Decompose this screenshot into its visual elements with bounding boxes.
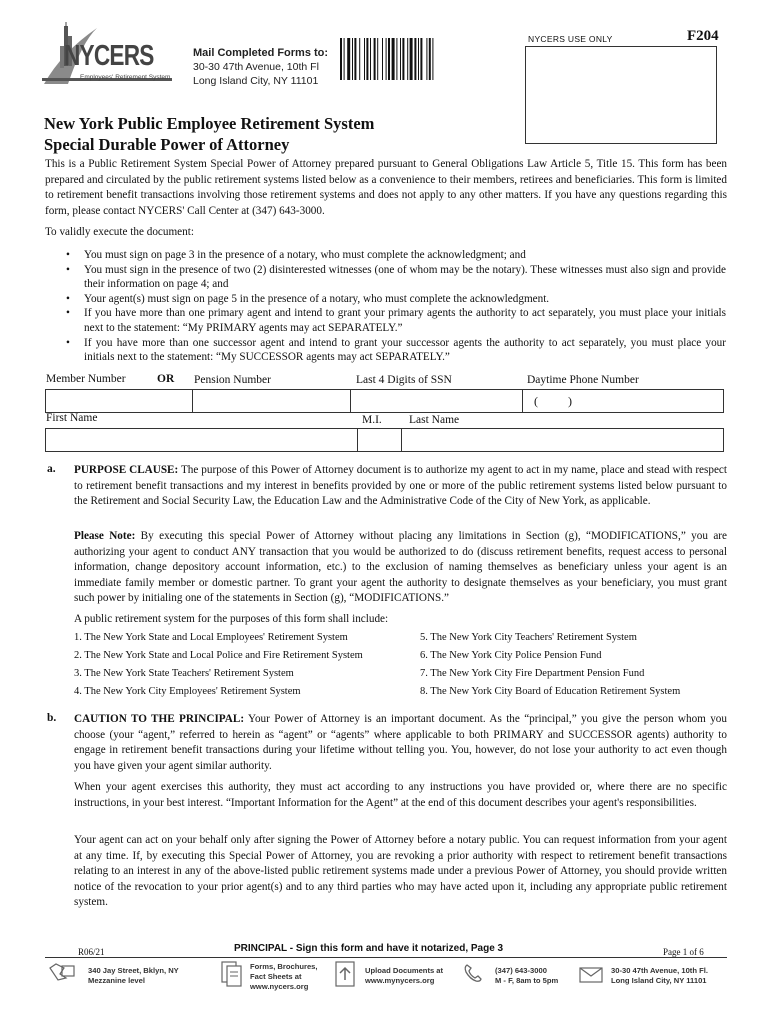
please-note-heading: Please Note: bbox=[74, 530, 136, 542]
list-item: • Your agent(s) must sign on page 5 in the presence of a notary, who must complete the acknowledgment. bbox=[66, 292, 726, 307]
upload-info bbox=[365, 966, 443, 986]
forms-link[interactable]: www.nycers.org bbox=[250, 982, 309, 991]
systems-intro: A public retirement system for the purposes of this form shall include: bbox=[74, 613, 389, 625]
list-item: 6. The New York City Police Pension Fund bbox=[420, 650, 602, 661]
caution-to-principal bbox=[74, 712, 727, 774]
page-title bbox=[44, 113, 374, 155]
list-item: • You must sign on page 3 in the presence of a notary, who must complete the acknowledgment; and bbox=[66, 248, 726, 263]
phone-paren-open: ( bbox=[534, 394, 538, 408]
member-number-field[interactable] bbox=[46, 390, 192, 412]
call-center-hours: M - F, 8am to 5pm bbox=[495, 976, 559, 985]
footer-divider bbox=[45, 957, 727, 958]
last-name-label: Last Name bbox=[409, 414, 460, 426]
walk-in-line-1: 340 Jay Street, Bklyn, NY bbox=[88, 966, 179, 975]
walk-in-address bbox=[88, 966, 179, 986]
nycers-logo bbox=[42, 22, 172, 88]
agent-exercises-paragraph: When your agent exercises this authority, they must act according to any instructions you have provided or, where there are no specific instructions, in your best interest. “Important Information for the Agent” at the end of this document describes your agent's responsibilities. bbox=[74, 781, 727, 809]
last-name-field[interactable] bbox=[401, 429, 725, 451]
form-number: F204 bbox=[687, 28, 719, 44]
list-item: 4. The New York City Employees' Retirement System bbox=[74, 686, 301, 697]
pension-number-field[interactable] bbox=[192, 390, 350, 412]
mi-field[interactable] bbox=[357, 429, 401, 451]
purpose-clause-text: The purpose of this Power of Attorney document is to authorize my agent to act in my name, place and stead with respect to retirement benefit transactions and my interest in benefits provided by one or more of the public retirement systems listed below pursuant to the Retirement and Social Security Law, the Education Law and the Administrative Code of the City of New York, as applicable. bbox=[74, 464, 728, 507]
principal-instruction: PRINCIPAL - Sign this form and have it notarized, Page 3 bbox=[234, 943, 504, 954]
mail-line-2: Long Island City, NY 11101 bbox=[193, 75, 319, 87]
list-item: 2. The New York State and Local Police and Fire Retirement System bbox=[74, 650, 363, 661]
logo-wordmark: NYCERS bbox=[64, 40, 154, 72]
forms-info bbox=[250, 962, 318, 992]
title-line-1: New York Public Employee Retirement System bbox=[44, 114, 375, 133]
list-item: 5. The New York City Teachers' Retirement System bbox=[420, 632, 637, 643]
list-item: 8. The New York City Board of Education Retirement System bbox=[420, 686, 681, 697]
first-name-field[interactable] bbox=[46, 429, 357, 451]
list-item: 3. The New York State Teachers' Retirement System bbox=[74, 668, 294, 679]
phone-icon bbox=[462, 962, 484, 984]
mail-footer-line-1: 30-30 47th Avenue, 10th Fl. bbox=[611, 966, 708, 975]
section-a-letter: a. bbox=[47, 463, 56, 475]
purpose-clause-heading: PURPOSE CLAUSE: bbox=[74, 464, 179, 476]
page-number: Page 1 of 6 bbox=[663, 947, 704, 957]
caution-heading: CAUTION TO THE PRINCIPAL: bbox=[74, 713, 245, 725]
call-center-info bbox=[495, 966, 558, 986]
caution-text: Your Power of Attorney is an important document. As the “principal,” you give the person whom you choose (your “agent,” referred to herein as “agent” or “agents” where applicable to both PRIMARY and SUCCESSOR agents) authority to engage in retirement benefit transactions during your lifetime without telling you. You, however, do not lose your authority to act even though you have given your agent similar authority. bbox=[74, 713, 727, 772]
nycers-use-only-label: NYCERS USE ONLY bbox=[528, 34, 613, 44]
mail-footer-line-2: Long Island City, NY 11101 bbox=[611, 976, 707, 985]
ssn-field[interactable] bbox=[350, 390, 522, 412]
section-b-letter: b. bbox=[47, 712, 57, 724]
mi-label: M.I. bbox=[362, 414, 382, 426]
or-label: OR bbox=[157, 373, 175, 385]
list-item: • You must sign in the presence of two (2) disinterested witnesses (one of whom may be the notary). These witnesses must also sign and provide their information on page 4; and bbox=[66, 263, 726, 292]
forms-line-1: Forms, Brochures, bbox=[250, 962, 318, 971]
please-note-text: By executing this special Power of Attorney without placing any limitations in Section (g), “MODIFICATIONS,” you are authorizing your agent to conduct ANY transaction that you would be authorized to do (discuss retirement benefits, request access to personal information, change depository account information, etc.) to the exclusion of naming themselves as beneficiary unless your agent is an immediate family member or domestic partner. To grant your agent the authority to designate themselves as your beneficiary, you must grant such power by initialing one of the statements in Section (g), “MODIFICATIONS.” bbox=[74, 530, 727, 604]
phone-label: Daytime Phone Number bbox=[527, 374, 639, 386]
validly-heading: To validly execute the document: bbox=[45, 226, 194, 238]
barcode bbox=[340, 38, 466, 80]
upload-icon bbox=[334, 960, 356, 988]
ssn-label: Last 4 Digits of SSN bbox=[356, 374, 452, 386]
call-center-phone[interactable]: (347) 643-3000 bbox=[495, 966, 547, 975]
please-note bbox=[74, 529, 727, 607]
forms-line-2: Fact Sheets at bbox=[250, 972, 302, 981]
member-id-row bbox=[45, 389, 724, 413]
walk-in-icon bbox=[48, 962, 78, 984]
mail-heading: Mail Completed Forms to: bbox=[193, 47, 329, 59]
walk-in-line-2: Mezzanine level bbox=[88, 976, 145, 985]
list-item: 7. The New York City Fire Department Pension Fund bbox=[420, 668, 645, 679]
list-item: • If you have more than one primary agent and intend to grant your primary agents the authority to act separately, you must place your initials next to the statement: “My PRIMARY agents may act SEPARATELY.” bbox=[66, 306, 726, 335]
upload-link[interactable]: www.mynycers.org bbox=[365, 976, 435, 985]
purpose-clause bbox=[74, 463, 727, 510]
list-item: • If you have more than one successor agent and intend to grant your successor agents the authority to act separately, you must place your initials next to the statement: “My SUCCESSOR agents may act SEPARATELY.” bbox=[66, 336, 726, 365]
intro-paragraph: This is a Public Retirement System Special Power of Attorney prepared pursuant to General Obligations Law Article 5, Title 15. This form has been prepared and circulated by the public retirement systems listed below as a convenience to their members, retirees and beneficiaries. This form is limited to retirement benefit transactions involving those retirement systems and does not apply to any other matters. If you have any questions regarding this form, please contact NYCERS' Call Center at (347) 643-3000. bbox=[45, 158, 727, 217]
mailing-address bbox=[193, 46, 328, 88]
phone-paren-close: ) bbox=[568, 394, 572, 408]
brochure-icon bbox=[220, 960, 244, 988]
list-item: 1. The New York State and Local Employees' Retirement System bbox=[74, 632, 348, 643]
execution-requirements bbox=[66, 248, 726, 365]
upload-line-1: Upload Documents at bbox=[365, 966, 444, 975]
envelope-icon bbox=[578, 964, 604, 984]
logo-subtitle: Employees' Retirement System bbox=[80, 74, 171, 81]
revision-code: R06/21 bbox=[78, 947, 105, 957]
nycers-use-only-box bbox=[525, 46, 717, 144]
title-line-2: Special Durable Power of Attorney bbox=[44, 135, 290, 154]
pension-number-label: Pension Number bbox=[194, 374, 271, 386]
name-row bbox=[45, 428, 724, 452]
phone-field[interactable] bbox=[522, 390, 725, 412]
mail-footer-info bbox=[611, 966, 708, 986]
member-number-label: Member Number bbox=[46, 373, 126, 385]
first-name-label: First Name bbox=[46, 412, 98, 424]
mail-line-1: 30-30 47th Avenue, 10th Fl bbox=[193, 61, 319, 73]
agent-can-act-paragraph: Your agent can act on your behalf only after signing the Power of Attorney before a notary public. You can request information from your agent at any time. If, by executing this Special Power of Attorney, you are revoking a prior authority with respect to retirement benefit transactions relating to an interest in any of the above-listed public retirement systems made under a previous Power of Attorney, you should provide written notice of the revocation to your prior agent(s) and to any third parties who may have acted upon it, including any appropriate public retirement system. bbox=[74, 834, 727, 908]
